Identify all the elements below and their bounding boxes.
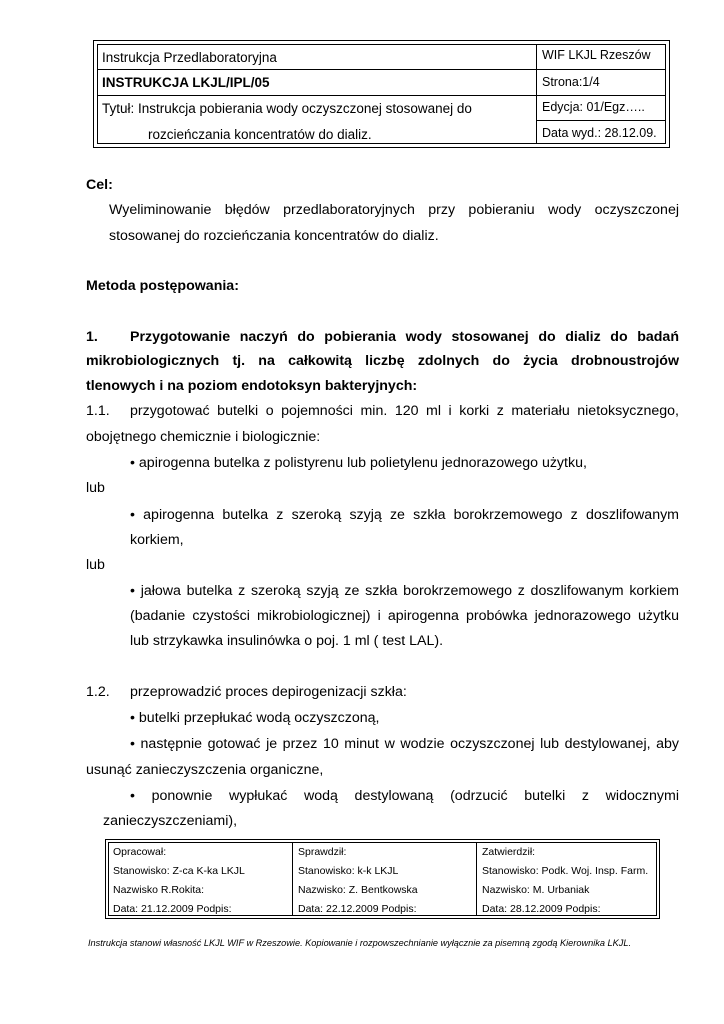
list-item: • następnie gotować je przez 10 minut w wodzie oczyszczonej lub destylowanej, aby	[130, 736, 679, 752]
header-row-divider	[98, 69, 536, 70]
approved-by-date: Data: 28.12.2009 Podpis:	[482, 903, 601, 915]
page-number: Strona:1/4	[542, 75, 600, 89]
instruction-type: Instrukcja Przedlaboratoryjna	[102, 50, 277, 65]
document-title-line1: Tytuł: Instrukcja pobierania wody oczyszczonej stosowanej do	[102, 101, 472, 116]
prepared-by-label: Opracował:	[113, 846, 167, 858]
prepared-by-name: Nazwisko R.Rokita:	[113, 884, 205, 896]
list-item: • apirogenna butelka z polistyrenu lub polietylenu jednorazowego użytku,	[130, 455, 587, 471]
section-1-title-line3: tlenowych i na poziom endotoksyn bakteryjnych:	[86, 378, 418, 394]
list-item: • apirogenna butelka z szeroką szyją ze szkła borokrzemowego z doszlifowanym	[130, 507, 679, 523]
subsection-1-2-line1: przeprowadzić proces depirogenizacji szkła:	[130, 684, 407, 700]
list-item-continuation: zanieczyszczeniami),	[103, 813, 238, 829]
subsection-1-2-number: 1.2.	[86, 684, 110, 700]
document-title-line2: rozcieńczania koncentratów do dializ.	[148, 127, 372, 142]
section-1-title-line2: mikrobiologicznych tj. na całkowitą liczbę zdolnych do życia drobnoustrojów	[86, 353, 679, 369]
header-row-divider	[98, 95, 536, 96]
approval-table	[105, 839, 660, 919]
header-row-divider	[536, 120, 665, 121]
checked-by-name: Nazwisko: Z. Bentkowska	[298, 884, 418, 896]
list-item-continuation: (badanie czystości mikrobiologicznej) i apirogenna probówka jednorazowego użytku	[130, 608, 679, 624]
checked-by-date: Data: 22.12.2009 Podpis:	[298, 903, 417, 915]
header-row-divider	[536, 95, 665, 96]
or-separator: lub	[86, 480, 105, 496]
approval-table-frame	[108, 842, 657, 916]
approved-by-name: Nazwisko: M. Urbaniak	[482, 884, 590, 896]
header-inner-frame	[97, 44, 666, 144]
subsection-1-1-number: 1.1.	[86, 403, 110, 419]
organization-name: WIF LKJL Rzeszów	[542, 48, 651, 62]
approved-by-label: Zatwierdził:	[482, 846, 536, 858]
checked-by-label: Sprawdził:	[298, 846, 347, 858]
ownership-footnote: Instrukcja stanowi własność LKJL WIF w Rzeszowie. Kopiowanie i rozpowszechnianie wyłącznie za pisemną zgodą Kierownika LKJL.	[88, 938, 631, 948]
subsection-1-1-line1: przygotować butelki o pojemności min. 120 ml i korki z materiału nietoksycznego,	[130, 403, 679, 419]
document-header-table	[93, 40, 670, 148]
approved-by-position: Stanowisko: Podk. Woj. Insp. Farm.	[482, 865, 649, 877]
list-item: • butelki przepłukać wodą oczyszczoną,	[130, 710, 380, 726]
section-1-number: 1.	[86, 329, 98, 345]
instruction-code: INSTRUKCJA LKJL/IPL/05	[102, 75, 270, 90]
or-separator: lub	[86, 557, 105, 573]
goal-heading: Cel:	[86, 177, 113, 193]
issue-date: Data wyd.: 28.12.09.	[542, 126, 657, 140]
list-item: • ponownie wypłukać wodą destylowaną (odrzucić butelki z widocznymi	[130, 788, 679, 804]
prepared-by-position: Stanowisko: Z-ca K-ka LKJL	[113, 865, 245, 877]
approval-column-divider	[292, 843, 293, 915]
method-heading: Metoda postępowania:	[86, 278, 239, 294]
list-item-continuation: lub strzykawka insulinówka o poj. 1 ml ( test LAL).	[130, 633, 444, 649]
list-item: • jałowa butelka z szeroką szyją ze szkła borokrzemowego z doszlifowanym korkiem	[130, 583, 679, 599]
header-row-divider	[536, 69, 665, 70]
header-column-divider	[536, 45, 537, 143]
prepared-by-date: Data: 21.12.2009 Podpis:	[113, 903, 232, 915]
section-1-title-line1: Przygotowanie naczyń do pobierania wody stosowanej do dializ do badań	[130, 329, 679, 345]
list-item-continuation: korkiem,	[130, 532, 184, 548]
goal-text-line2: stosowanej do rozcieńczania koncentratów do dializ.	[109, 228, 439, 244]
list-item-continuation: usunąć zanieczyszczenia organiczne,	[86, 762, 324, 778]
goal-text-line1: Wyeliminowanie błędów przedlaboratoryjnych przy pobieraniu wody oczyszczonej	[109, 202, 679, 218]
approval-column-divider	[476, 843, 477, 915]
edition-number: Edycja: 01/Egz…..	[542, 100, 645, 114]
checked-by-position: Stanowisko: k-k LKJL	[298, 865, 399, 877]
subsection-1-1-line2: obojętnego chemicznie i biologicznie:	[86, 429, 321, 445]
